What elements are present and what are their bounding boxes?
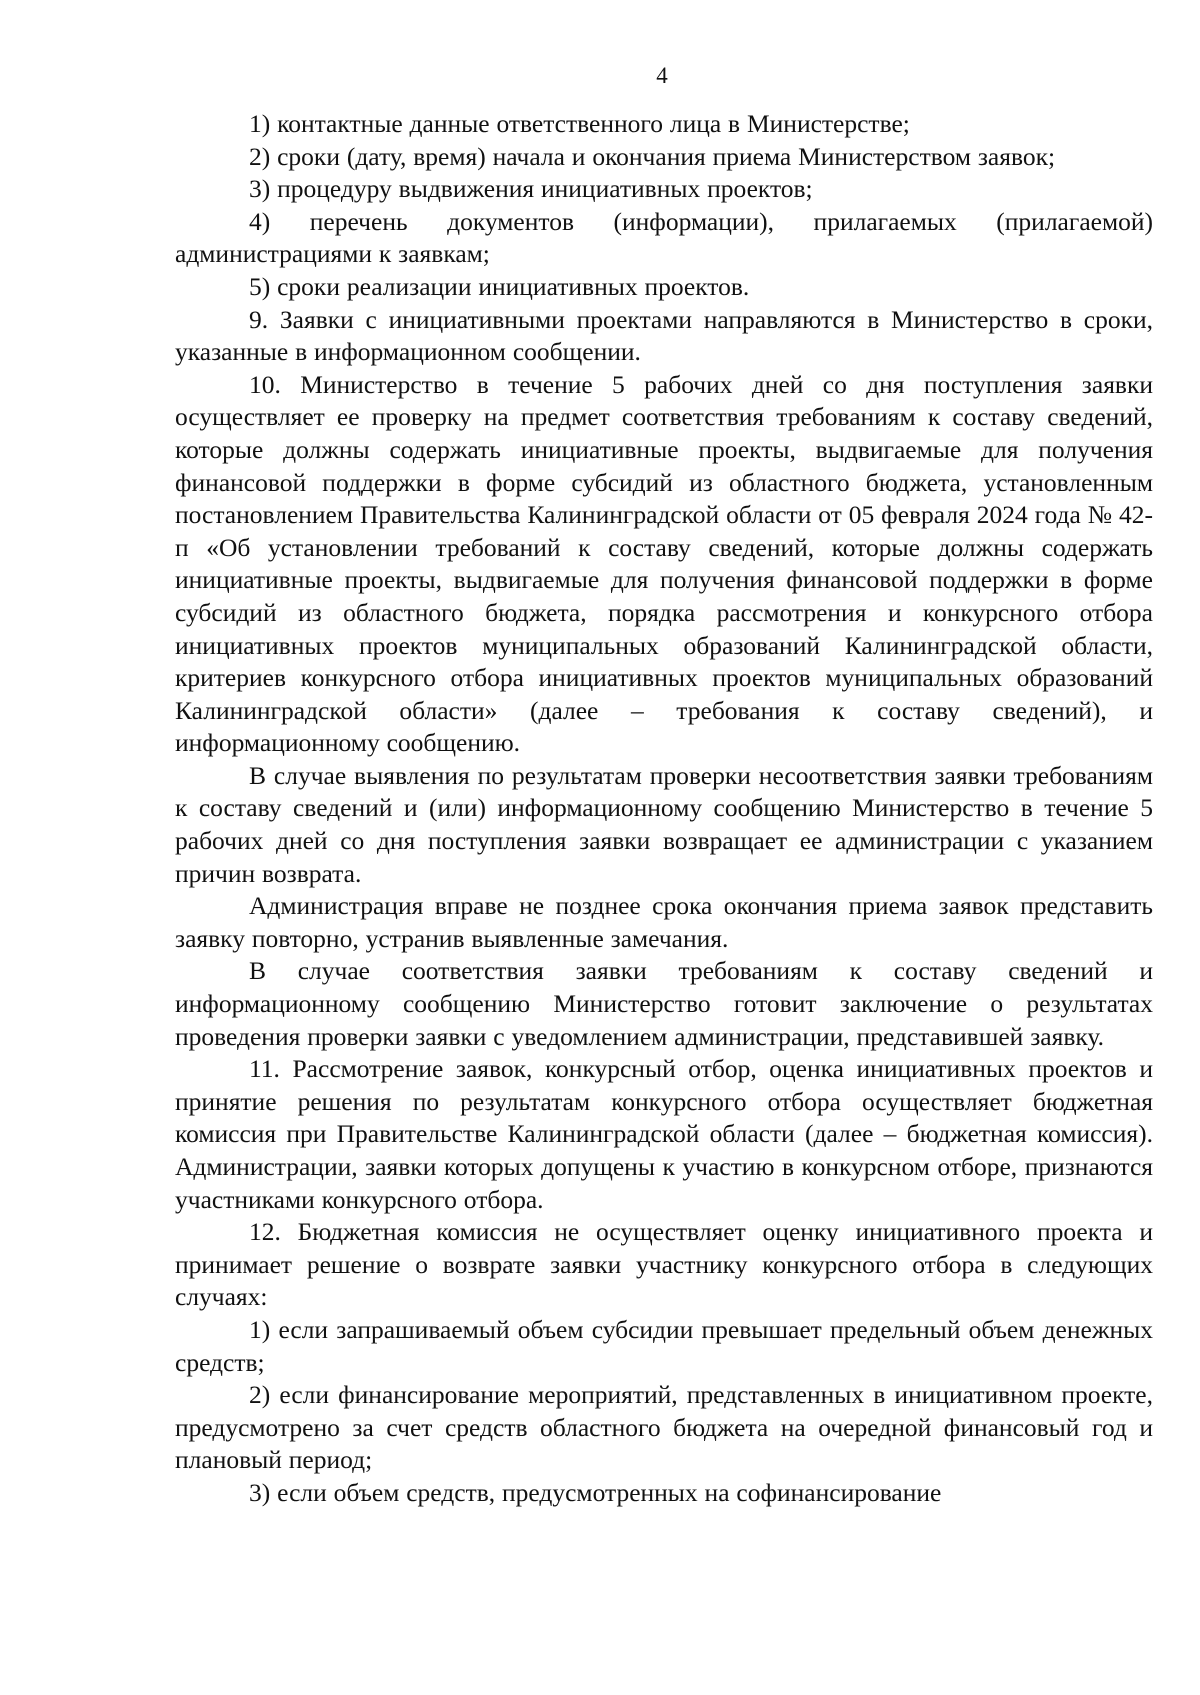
paragraph-clause-12: 12. Бюджетная комиссия не осуществляет оценку инициативного проекта и принимает решение о возврате заявки участнику конкурсного отбора в следующих случаях: — [175, 1217, 1153, 1312]
page-number: 4 — [656, 63, 668, 88]
document-body — [175, 108, 1153, 1510]
paragraph-item-2: 2) сроки (дату, время) начала и окончания приема Министерством заявок; — [249, 141, 1056, 171]
paragraph-item-3: 3) процедуру выдвижения инициативных проектов; — [249, 174, 813, 204]
paragraph-nonconformity: В случае выявления по результатам проверки несоответствия заявки требованиям к составу сведений и (или) информационному сообщению Министерство в течение 5 рабочих дней со дня поступления заявки возвращает ее администрации с указанием причин возврата. — [175, 760, 1153, 888]
paragraph-case-3: 3) если объем средств, предусмотренных на софинансирование — [249, 1477, 942, 1507]
paragraph-clause-10: 10. Министерство в течение 5 рабочих дней со дня поступления заявки осуществляет ее проверку на предмет соответствия требованиям к составу сведений, которые должны содержать инициативные проекты, выдвигаемые для получения финансовой поддержки в форме субсидий из областного бюджета, установленным постановлением Правительства Калининградской области от 05 февраля 2024 года № 42-п «Об установлении требований к составу сведений, которые должны содержать инициативные проекты, выдвигаемые для получения финансовой поддержки в форме субсидий из областного бюджета, порядка рассмотрения и конкурсного отбора инициативных проектов муниципальных образований Калининградской области, критериев конкурсного отбора инициативных проектов муниципальных образований Калининградской области» (далее – требования к составу сведений), и информационному сообщению. — [175, 369, 1153, 758]
paragraph-clause-11: 11. Рассмотрение заявок, конкурсный отбор, оценка инициативных проектов и принятие решения по результатам конкурсного отбора осуществляет бюджетная комиссия при Правительстве Калининградской области (далее – бюджетная комиссия). Администрации, заявки которых допущены к участию в конкурсном отборе, признаются участниками конкурсного отбора. — [175, 1054, 1153, 1214]
paragraph-item-4: 4) перечень документов (информации), прилагаемых (прилагаемой) администрациями к заявкам; — [175, 206, 1153, 269]
paragraph-conformity: В случае соответствия заявки требованиям к составу сведений и информационному сообщению Министерство готовит заключение о результатах проведения проверки заявки с уведомлением администрации, представившей заявку. — [175, 956, 1153, 1051]
paragraph-item-1: 1) контактные данные ответственного лица в Министерстве; — [249, 109, 910, 138]
paragraph-case-2: 2) если финансирование мероприятий, представленных в инициативном проекте, предусмотрено за счет средств областного бюджета на очередной финансовый год и плановый период; — [175, 1380, 1153, 1475]
paragraph-resubmission: Администрация вправе не позднее срока окончания приема заявок представить заявку повторно, устранив выявленные замечания. — [175, 891, 1153, 953]
paragraph-clause-9: 9. Заявки с инициативными проектами направляются в Министерство в сроки, указанные в информационном сообщении. — [175, 304, 1153, 367]
paragraph-item-5: 5) сроки реализации инициативных проектов. — [249, 271, 750, 301]
paragraph-case-1: 1) если запрашиваемый объем субсидии превышает предельный объем денежных средств; — [175, 1314, 1153, 1377]
